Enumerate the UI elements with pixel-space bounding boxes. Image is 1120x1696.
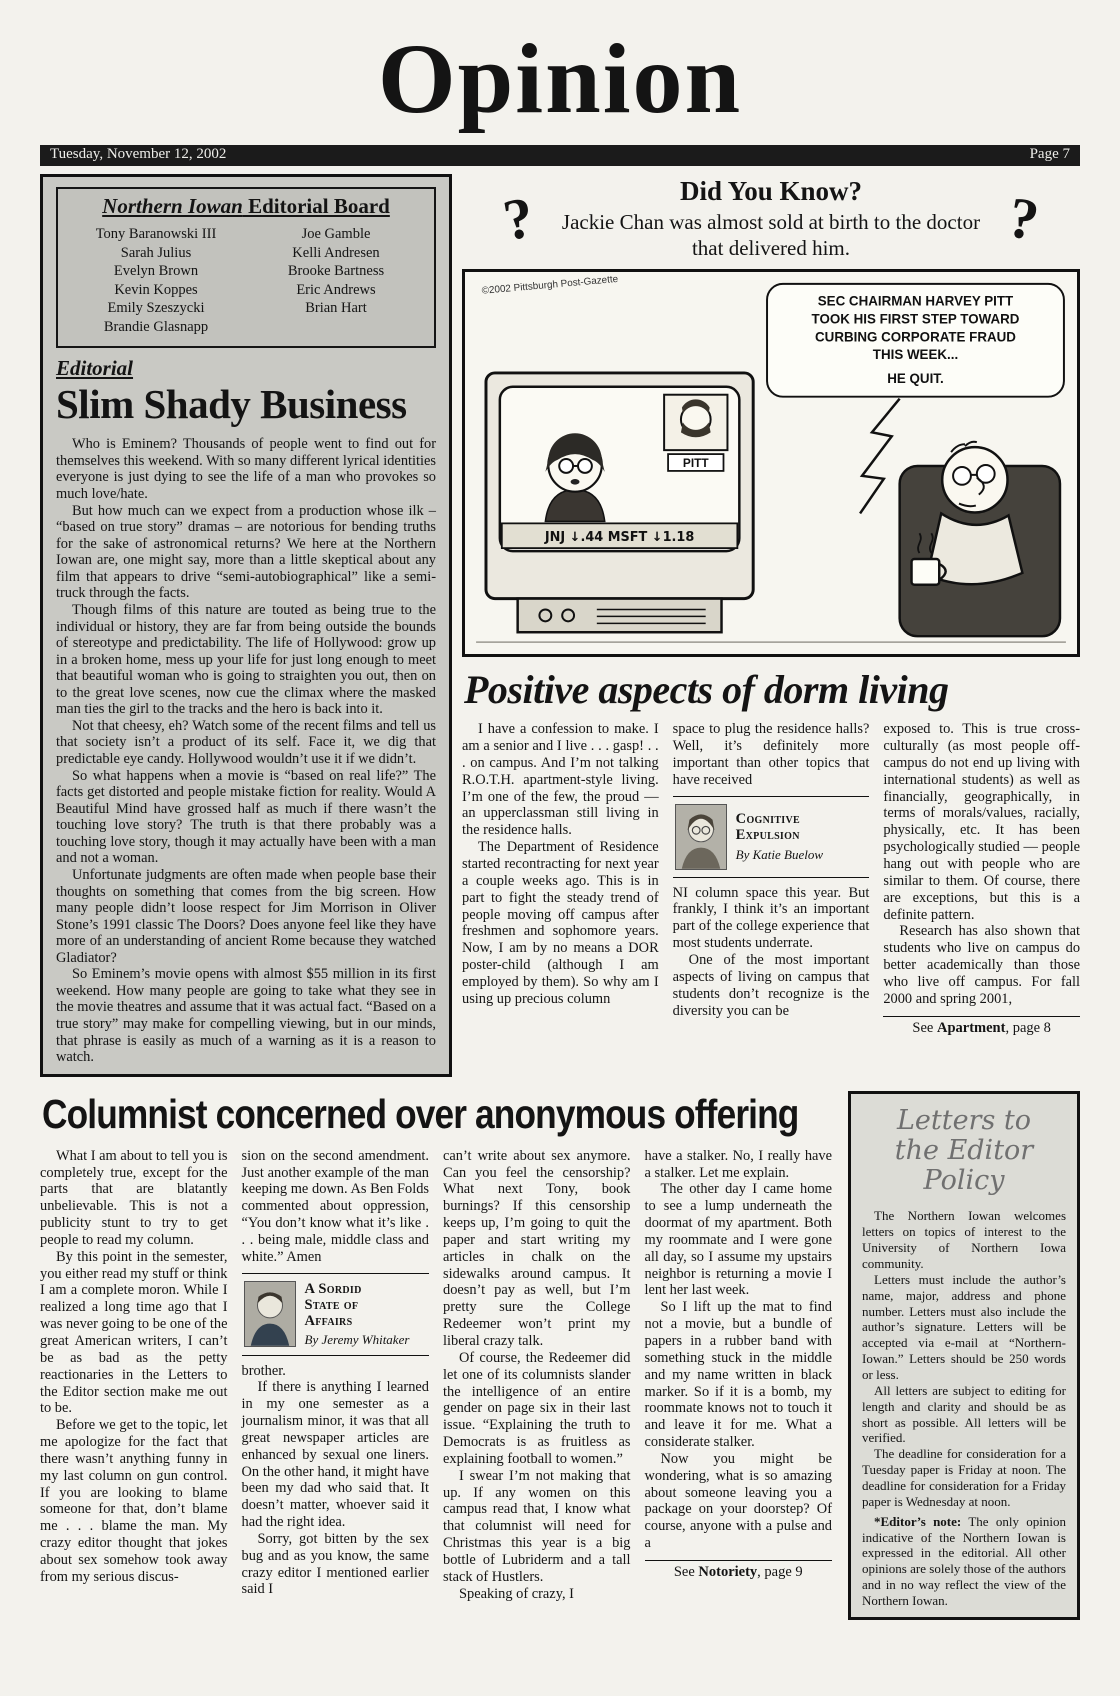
columnist-column-1: [40, 1148, 228, 1603]
editorial-paragraph: So Eminem’s movie opens with almost $55 million in its first weekend. How many people are going to take what they see in the movie theatres and assume that it was actual fact. “Based on a true story” may make for compelling viewing, but in our minds, that phrase is easily as much of a warning as it is a reason to watch.: [56, 966, 436, 1066]
editorial-body: [56, 436, 436, 1065]
cartoon-credit: ©2002 Pittsburgh Post-Gazette: [481, 274, 619, 297]
tv-viewer-figure: [900, 442, 1060, 636]
article-paragraph: By this point in the semester, you either read my stuff or think I am a complete moron. While I realized a long time ago that I was never going to be one of the great American writers, I can’t be as bad as the petty reactionaries in the Letters to the Editor section make me out to be.: [40, 1248, 228, 1417]
byline-title: [305, 1281, 410, 1330]
tv-set: [486, 373, 753, 632]
article-paragraph: One of the most important aspects of living on campus that students don’t recognize is the diversity you can be: [672, 951, 870, 1019]
dorm-column-3: [883, 721, 1080, 1036]
board-member: Tony Baranowski III: [95, 226, 217, 242]
article-paragraph: Speaking of crazy, I: [459, 1585, 574, 1602]
question-mark-icon: ?: [1003, 183, 1044, 253]
editorial-headline: Slim Shady Business: [56, 381, 407, 428]
continued-suffix: , page 8: [1005, 1019, 1051, 1036]
article-paragraph: brother.: [241, 1362, 286, 1379]
article-paragraph: Of course, the Redeemer did let one of its columnists slander the intelligence of an entire gender on page six in their last issue. “Explaining the truth to Democrats is as fruitless as explaining football to women.”: [443, 1349, 631, 1467]
continued-reference-notoriety: [645, 1560, 833, 1581]
news-anchor-figure: [545, 434, 604, 522]
byline-title: [736, 811, 823, 843]
continued-prefix: See: [912, 1019, 937, 1036]
section-title: Opinion: [377, 23, 743, 134]
editorial-board-title: [66, 194, 426, 219]
board-member: Joe Gamble: [301, 226, 371, 242]
editorial-kicker: Editorial: [56, 356, 134, 381]
board-member: Brooke Bartness: [287, 263, 385, 280]
byline-author: By Jeremy Whitaker: [304, 1332, 410, 1348]
editorial-paragraph: Who is Eminem? Thousands of people went to find out for themselves this weekend. With so many different lyrical identities everyone is just dying to see the life of a man who provokes so much love/hate.: [56, 436, 436, 503]
editorial-board-box: [56, 187, 436, 348]
dorm-article-headline: Positive aspects of dorm living: [464, 667, 949, 713]
dorm-column-1: [462, 721, 659, 1036]
editorial-cartoon: [462, 269, 1080, 657]
board-member: Kevin Koppes: [114, 281, 198, 298]
cartoon-image: [465, 272, 1077, 654]
author-photo-katie-buelow: [675, 804, 727, 870]
date-text: Tuesday, November 12, 2002: [50, 146, 227, 162]
dorm-byline-box: [673, 796, 870, 878]
stock-ticker-text: JNJ ↓.44 MSFT ↓1.18: [544, 530, 695, 546]
board-member: Kelli Andresen: [292, 244, 380, 261]
did-you-know-text: Jackie Chan was almost sold at birth to the doctor that delivered him.: [561, 210, 981, 260]
bubble-line: TOOK HIS FIRST STEP TOWARD: [811, 311, 1020, 327]
did-you-know-title: Did You Know?: [679, 176, 863, 206]
byline-title-line: Affairs: [304, 1313, 353, 1330]
article-paragraph: NI column space this year. But frankly, I think it’s an important part of the college experience that most students underrate.: [672, 884, 870, 952]
continued-suffix: , page 9: [757, 1563, 803, 1580]
question-mark-icon: ?: [498, 183, 539, 253]
article-paragraph: The other day I came home to see a lump underneath the doormat of my apartment. Both my roommate and I were gone all day, so I assume my upstairs neighbor is returning a movie I lent her last week.: [644, 1181, 832, 1299]
article-paragraph: I have a confession to make. I am a senior and I live . . . gasp! . . . on campus. And I’m not talking R.O.T.H. apartment-style living. I’m one of the few, the proud — an upperclassman still living in the residence halls.: [462, 721, 659, 839]
letters-policy-title: [862, 1106, 1066, 1197]
board-member: Eric Andrews: [296, 281, 376, 298]
byline-author: By Katie Buelow: [735, 846, 824, 862]
editorial-paragraph: But how much can we expect from a production whose ilk – “based on true story” dramas – are notorious for bending truths for the sake of astronomical returns? We here at the Northern Iowan are, one might say, more than a little skeptical about any film that appears to drive “semi-autobiographical” like a semi-truck through the facts.: [56, 502, 436, 602]
bubble-line: THIS WEEK...: [872, 347, 959, 363]
continued-name: Apartment: [936, 1019, 1006, 1036]
editorial-paragraph: Not that cheesy, eh? Watch some of the recent films and tell us that society isn’t a product of its self. Face it, we dig that predictable eye candy. Hollywood wouldn’t use it if we didn’t.: [56, 717, 436, 768]
byline-title-line: State of: [304, 1296, 359, 1313]
editorial-paragraph: Though films of this nature are touted as being true to the individual or history, they are far from being outside the bounds of stereotype and predictability. The life of Hollywood: grow up in a broken home, mess up your life for just long enough to meet that beautiful woman who is going to straighten you out, then on to the great love scenes, now cue the climax where the masked man ties the girl to the tracks and the hero is back into it.: [56, 601, 436, 718]
letters-title-line: the Editor: [894, 1134, 1034, 1166]
continued-reference-apartment: [883, 1016, 1080, 1037]
board-member: Emily Szeszycki: [107, 300, 205, 317]
columnist-headline: Columnist concerned over anonymous offering: [42, 1090, 799, 1137]
byline-title-line: A Sordid: [304, 1280, 362, 1297]
board-member: Evelyn Brown: [113, 263, 199, 280]
bubble-line: CURBING CORPORATE FRAUD: [815, 329, 1016, 345]
pitt-label: PITT: [682, 456, 709, 471]
letters-policy-box: [848, 1091, 1080, 1620]
article-paragraph: The Department of Residence started recontracting for next year a couple weeks ago. This is in part to fight the steady trend of people moving off campus after freshmen and sophomore years. Now, I am by no means a DOR poster-child (although I am employed by them). So why am I using up precious column: [462, 839, 659, 1007]
bubble-line: HE QUIT.: [887, 371, 944, 387]
article-paragraph: can’t write about sex anymore. Can you feel the censorship? What next Tony, book burnings? If this censorship keeps up, I’m going to quit the paper and start writing my articles in chalk on the sidewalks around campus. It doesn’t pay as well, but I’m pretty sure the College Redeemer won’t print my liberal crazy talk.: [443, 1147, 631, 1349]
policy-paragraph: The deadline for consideration for a Tuesday paper is Friday at noon. The deadline for consideration for a Friday paper is Wednesday at noon.: [862, 1446, 1066, 1509]
board-title-italic: Northern Iowan: [102, 194, 243, 218]
letters-title-line: Policy: [923, 1165, 1005, 1197]
board-member: Brandie Glasnapp: [103, 318, 209, 335]
board-title-rest: Editorial Board: [242, 194, 390, 218]
policy-paragraph: The Northern Iowan welcomes letters on topics of interest to the University of Northern Iowa community.: [862, 1208, 1066, 1271]
byline-title-line: Expulsion: [735, 827, 800, 844]
columnist-column-4: [645, 1148, 833, 1603]
editors-note-label: *Editor’s note:: [874, 1513, 962, 1529]
columnist-column-3: [443, 1148, 631, 1603]
board-names-right: [246, 225, 426, 336]
article-paragraph: Research has also shown that students who live on campus do better academically than those who live off campus. For fall 2000 and spring 2001,: [883, 923, 1081, 1007]
pitt-inset: [664, 395, 727, 450]
article-paragraph: space to plug the residence halls? Well, it’s definitely more important than other topics that have received: [672, 721, 870, 788]
editors-note: [862, 1514, 1066, 1609]
bubble-line: SEC CHAIRMAN HARVEY PITT: [817, 293, 1014, 309]
policy-paragraph: All letters are subject to editing for length and clarity and should be as short as possible. All letters will be verified.: [862, 1382, 1066, 1446]
article-paragraph: I swear I’m not making that up. If any women on this campus read that, I know what that columnist will need for Christmas this year is a big bottle of Lubriderm and a tall stack of Hustlers.: [443, 1467, 631, 1585]
board-member: Brian Hart: [305, 300, 367, 317]
page-number: Page 7: [1029, 146, 1070, 162]
columnist-article: [40, 1091, 832, 1620]
editorial-section: [40, 174, 452, 1077]
author-photo-jeremy-whitaker: [244, 1281, 296, 1347]
article-paragraph: Sorry, got bitten by the sex bug and as you know, the same crazy editor I mentioned earlier said I: [241, 1530, 429, 1598]
continued-prefix: See: [673, 1563, 699, 1580]
article-paragraph: Before we get to the topic, let me apologize for the fact that there wasn’t anything funny in my last column on gun control. If you are looking to blame someone for that, don’t blame me . . . blame the man. My crazy editor thought that jokes about sex somehow took away from my serious discus-: [40, 1417, 228, 1585]
letters-title-line: Letters to: [896, 1104, 1032, 1136]
columnist-column-2: [242, 1148, 430, 1603]
article-paragraph: have a stalker. No, I really have a stalker. Let me explain.: [644, 1147, 832, 1181]
article-paragraph: So I lift up the mat to find not a movie, but a bundle of papers in a rubber band with something stuck in the middle and my name written in black marker. So if it is a bomb, my roommate knows not to touch it and leave it for me. What a considerate stalker.: [644, 1299, 832, 1451]
article-paragraph: sion on the second amendment. Just another example of the man keeping me down. As Ben Folds commented about oppression, “You don’t know what it’s like . . . being male, middle class and white.” Amen: [241, 1147, 429, 1265]
board-member: Sarah Julius: [120, 244, 192, 261]
columnist-byline-box: [242, 1273, 430, 1356]
policy-paragraph: Letters must include the author’s name, major, address and phone number. Letters must also include the author’s signature. Letters will be accepted via e-mail at “Northern-Iowan.” Letters should be 250 words or less.: [862, 1271, 1066, 1382]
article-paragraph: What I am about to tell you is completely true, except for the parts that are blatantly unbelievable. This is not a publicity stunt to try to get people to read my column.: [40, 1147, 228, 1248]
board-names-left: [66, 225, 246, 336]
article-paragraph: Now you might be wondering, what is so amazing about someone leaving you a package on your doorstep? Of course, anyone with a pulse and a: [644, 1450, 832, 1552]
did-you-know: [462, 174, 1080, 269]
byline-title-line: Cognitive: [735, 811, 800, 828]
dorm-column-2: [673, 721, 870, 1036]
article-paragraph: exposed to. This is true cross-culturally (as most people off-campus do not end up living with international students) as well as financially, geographically, in terms of morals/values, racially, physically, etc. It has been psychologically studied — people hang out with people who are similar to them. Of course, there are exceptions, but this is a definite pattern.: [883, 721, 1081, 923]
dorm-article: [462, 721, 1080, 1036]
date-bar: [40, 145, 1080, 166]
editors-note-text: The only opinion indicative of the Northern Iowan is expressed in the editorial. All other opinions are solely those of the authors and in no way reflect the view of the Northern Iowan.: [862, 1513, 1066, 1609]
lightning-tail-icon: [860, 399, 900, 514]
article-paragraph: If there is anything I learned in my one semester as a journalism minor, it was that all great newspaper articles are enhanced by sexual one liners. On the other hand, it might have been my dad who said that. It doesn’t matter, whoever said it had the right idea.: [241, 1379, 429, 1531]
continued-name: Notoriety: [698, 1563, 758, 1580]
editorial-paragraph: So what happens when a movie is “based on real life?” The facts get distorted and people mistake fiction for reality. Would A Beautiful Mind have grossed half as much if there wasn’t the touching love story? The truth is that there probably was a touching love story, though it may actually have been with a man and not a woman.: [56, 767, 436, 867]
editorial-paragraph: Unfortunate judgments are often made when people base their thoughts on something that comes from the big screen. How many people didn’t loose respect for Jim Morrison in Oliver Stone’s 1991 classic The Doors? Does anyone feel like they have more of an understanding of ancient Rome because they watched Gladiator?: [56, 866, 436, 966]
